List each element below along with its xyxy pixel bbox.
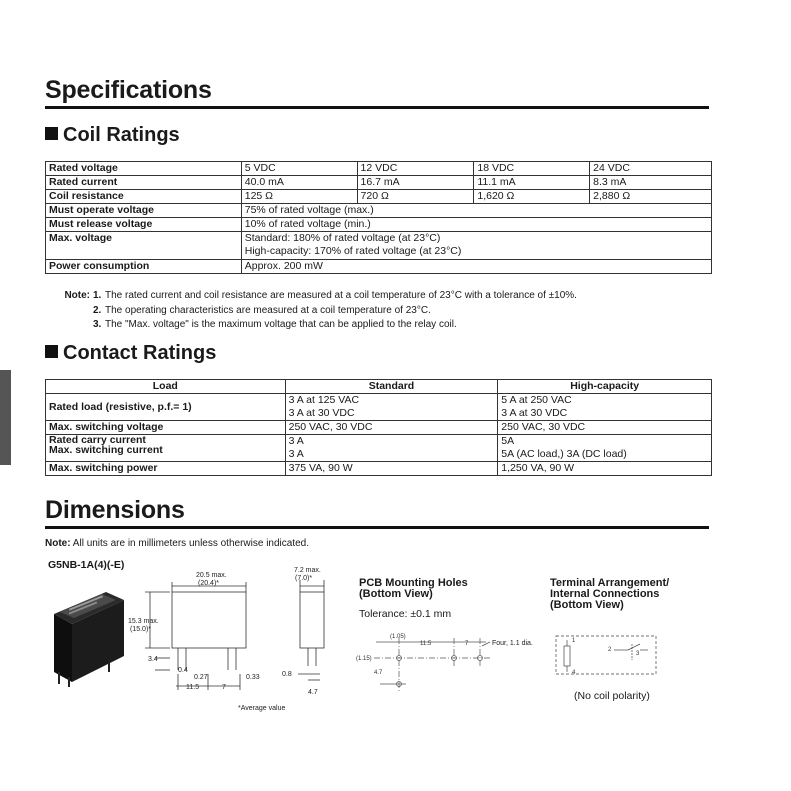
dim-4-7-label: 4.7 — [308, 689, 318, 696]
row-label: Coil resistance — [46, 190, 242, 204]
cell-line: 3 A — [288, 448, 304, 460]
terminal-1-label: 1 — [572, 638, 576, 644]
terminal-2-label: 2 — [608, 647, 612, 653]
cell: 250 VAC, 30 VDC — [285, 421, 498, 435]
row-label: Rated current — [46, 176, 242, 190]
cell: 75% of rated voltage (max.) — [241, 204, 711, 218]
cell-line: 3 A at 30 VDC — [288, 407, 355, 419]
terminal-3-label: 3 — [636, 651, 640, 657]
row-label-line: Rated carry current — [49, 434, 146, 446]
cell: 1,620 Ω — [474, 190, 590, 204]
note-spacer — [45, 304, 93, 319]
cell — [498, 394, 712, 421]
dim-0-27-label: 0.27 — [194, 674, 208, 681]
cell: 5 VDC — [241, 162, 357, 176]
column-header: High-capacity — [498, 380, 712, 394]
cell: 18 VDC — [474, 162, 590, 176]
contact-ratings-heading — [45, 342, 216, 365]
section-rule — [45, 526, 709, 529]
pcb-dim-4-7-label: 4.7 — [374, 670, 383, 676]
dimensions-note — [45, 538, 309, 549]
note-label: Note: — [64, 290, 90, 301]
row-label: Power consumption — [46, 260, 242, 274]
cell: 40.0 mA — [241, 176, 357, 190]
table-row — [46, 421, 712, 435]
dim-height-label: 15.3 max. — [128, 618, 159, 625]
pcb-dim-1-15-label: (1.15) — [356, 656, 372, 662]
pcb-holes-title — [359, 578, 468, 600]
row-label: Rated voltage — [46, 162, 242, 176]
tolerance-text: Tolerance: ±0.1 mm — [359, 608, 452, 620]
side-tab-marker — [0, 370, 11, 465]
row-label: Max. switching voltage — [46, 421, 286, 435]
cell: 11.1 mA — [474, 176, 590, 190]
dim-7-label: 7 — [222, 684, 226, 691]
dimensions-title: Dimensions — [45, 496, 185, 524]
cell: 125 Ω — [241, 190, 357, 204]
table-header-row — [46, 380, 712, 394]
average-value-note: *Average value — [238, 705, 286, 712]
terminal-arrangement-drawing — [548, 630, 668, 685]
row-label: Must operate voltage — [46, 204, 242, 218]
cell: 1,250 VA, 90 W — [498, 462, 712, 476]
cell-line: 5A (AC load,) 3A (DC load) — [501, 448, 627, 460]
cell-line: 3 A — [288, 435, 304, 447]
cell: 250 VAC, 30 VDC — [498, 421, 712, 435]
column-header: Load — [46, 380, 286, 394]
coil-ratings-title: Coil Ratings — [63, 124, 180, 146]
table-row — [46, 218, 712, 232]
note-text: The rated current and coil resistance are measured at a coil temperature of 23°C with a tolerance of ±10%. — [105, 290, 577, 301]
cell — [241, 232, 711, 260]
contact-ratings-table — [45, 379, 712, 476]
note-row — [45, 289, 577, 304]
note-text: All units are in millimeters unless otherwise indicated. — [72, 538, 310, 549]
section-rule — [45, 106, 709, 109]
cell: 2,880 Ω — [590, 190, 712, 204]
cell: 720 Ω — [357, 190, 474, 204]
no-polarity-note: (No coil polarity) — [574, 690, 650, 702]
note-row — [45, 304, 577, 319]
row-label: Must release voltage — [46, 218, 242, 232]
table-row — [46, 260, 712, 274]
row-label: Max. switching power — [46, 462, 286, 476]
cell — [285, 394, 498, 421]
pcb-holes-drawing — [354, 628, 544, 698]
dim-0-8-label: 0.8 — [282, 671, 292, 678]
specifications-title: Specifications — [45, 76, 212, 104]
table-row — [46, 435, 712, 462]
row-label: Max. voltage — [46, 232, 242, 260]
row-label-line: Max. switching current — [49, 444, 163, 456]
cell-line: High-capacity: 170% of rated voltage (at 23°C) — [244, 245, 462, 257]
terminal-title-line: (Bottom View) — [550, 599, 624, 611]
dim-0-33-label: 0.33 — [246, 674, 260, 681]
note-text: The "Max. voltage" is the maximum voltage that can be applied to the relay coil. — [105, 319, 457, 330]
pcb-title-line: PCB Mounting Holes — [359, 577, 468, 589]
table-row — [46, 394, 712, 421]
pcb-dim-1-05-label: (1.05) — [390, 634, 406, 640]
pcb-dim-7-label: 7 — [465, 641, 469, 647]
dim-3-4-label: 3.4 — [148, 656, 158, 663]
cell: 24 VDC — [590, 162, 712, 176]
cell — [285, 435, 498, 462]
cell: Approx. 200 mW — [241, 260, 711, 274]
table-row — [46, 462, 712, 476]
cell — [498, 435, 712, 462]
pcb-dim-11-5-label: 11.5 — [420, 641, 432, 647]
coil-ratings-heading — [45, 124, 180, 147]
terminal-4-label: 4 — [572, 670, 576, 676]
table-row — [46, 190, 712, 204]
table-row — [46, 204, 712, 218]
dim-width-label: 20.5 max. — [196, 572, 227, 579]
cell: 8.3 mA — [590, 176, 712, 190]
dim-0-4-label: 0.4 — [178, 667, 188, 674]
side-view-drawing — [280, 562, 340, 702]
cell: 375 VA, 90 W — [285, 462, 498, 476]
row-label: Rated load (resistive, p.f.= 1) — [46, 394, 286, 421]
table-row — [46, 162, 712, 176]
dim-depth-label: 7.2 max. — [294, 567, 321, 574]
square-bullet-icon — [45, 345, 58, 358]
coil-notes — [45, 289, 577, 333]
note-spacer — [45, 318, 93, 333]
cell: 12 VDC — [357, 162, 474, 176]
terminal-title-line: Terminal Arrangement/ — [550, 577, 670, 589]
pcb-holes-label: Four, 1.1 dia. — [492, 640, 533, 647]
cell-line: 5A — [501, 435, 515, 447]
note-number: 3. — [93, 319, 102, 330]
note-number: 1. — [93, 290, 102, 301]
terminal-title-line: Internal Connections — [550, 588, 660, 600]
cell-line: Standard: 180% of rated voltage (at 23°C) — [244, 232, 441, 244]
square-bullet-icon — [45, 127, 58, 140]
column-header: Standard — [285, 380, 498, 394]
coil-ratings-table — [45, 161, 712, 274]
front-view-drawing — [120, 562, 286, 722]
row-label — [46, 435, 286, 462]
terminal-arrangement-title — [550, 578, 669, 611]
model-name: G5NB-1A(4)(-E) — [48, 559, 125, 571]
note-number: 2. — [93, 304, 102, 316]
dim-depth-avg-label: (7.0)* — [295, 575, 313, 582]
table-row — [46, 232, 712, 260]
note-row — [45, 318, 577, 333]
cell: 10% of rated voltage (min.) — [241, 218, 711, 232]
table-row — [46, 176, 712, 190]
note-text: The operating characteristics are measured at a coil temperature of 23°C. — [105, 304, 431, 316]
dim-width-avg-label: (20.4)* — [198, 580, 220, 587]
pcb-title-line: (Bottom View) — [359, 588, 433, 600]
cell-line: 3 A at 30 VDC — [501, 407, 568, 419]
contact-ratings-title: Contact Ratings — [63, 342, 217, 364]
cell-line: 5 A at 250 VAC — [501, 394, 572, 406]
note-label: Note: — [45, 538, 71, 549]
cell-line: 3 A at 125 VAC — [288, 394, 360, 406]
dim-11-5-label: 11.5 — [186, 684, 200, 691]
dim-height-avg-label: (15.0)* — [130, 626, 152, 633]
cell: 16.7 mA — [357, 176, 474, 190]
relay-photo — [46, 584, 128, 688]
